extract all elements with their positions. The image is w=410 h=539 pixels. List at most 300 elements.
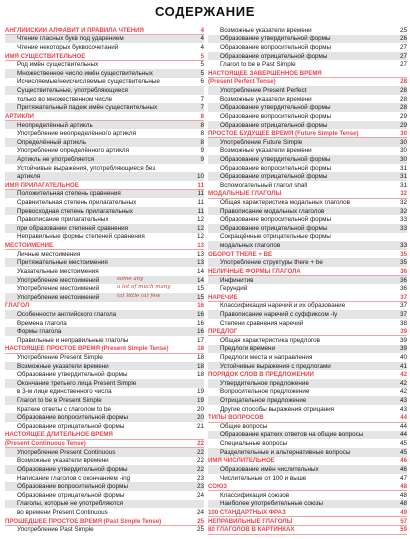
toc-entry[interactable]: [5, 35, 204, 44]
toc-entry-title: Другие способы выражения отрицания: [220, 405, 335, 413]
toc-entry[interactable]: [208, 103, 407, 112]
toc-page-number: 13: [196, 250, 204, 258]
toc-entry[interactable]: [5, 405, 204, 414]
toc-entry-title: Сокращённые отрицательные формы: [220, 233, 331, 241]
toc-entry-title: (Present Continuous Tense): [5, 440, 86, 448]
toc-entry[interactable]: [208, 233, 407, 242]
toc-page-number: 4: [200, 26, 204, 34]
toc-page-number: 48: [399, 500, 407, 508]
toc-entry[interactable]: [208, 86, 407, 95]
toc-page-number: 16: [196, 328, 204, 336]
toc-entry[interactable]: [5, 474, 204, 483]
toc-entry[interactable]: [208, 345, 407, 354]
toc-entry[interactable]: [208, 224, 407, 233]
toc-entry-title: ПРОСТОЕ БУДУЩЕЕ ВРЕМЯ (Future Simple Tense): [208, 130, 359, 138]
toc-page-number: 19: [196, 397, 204, 405]
toc-page-number: 27: [399, 52, 407, 60]
toc-page-number: 28: [400, 78, 407, 86]
toc-entry[interactable]: [208, 147, 407, 156]
toc-page-number: 26: [399, 35, 407, 43]
toc-entry-title: Положительная степень сравнения: [17, 190, 121, 198]
toc-page-number: 18: [197, 345, 204, 353]
toc-page-number: 12: [196, 224, 204, 232]
toc-entry[interactable]: [5, 147, 204, 156]
toc-entry-title: ТИПЫ ВОПРОСОВ: [208, 414, 264, 422]
toc-entry-title: Общая характеристика модальных глаголов: [220, 199, 350, 207]
toc-entry-title: ПОРЯДОК СЛОВ В ПРЕДЛОЖЕНИИ: [208, 371, 314, 379]
toc-entry-title: Общая характеристика предлогов: [220, 336, 320, 344]
toc-entry[interactable]: [208, 448, 407, 457]
toc-page-number: 43: [399, 405, 407, 413]
toc-page-number: 22: [197, 440, 204, 448]
toc-entry-title: НЕПРАВИЛЬНЫЕ ГЛАГОЛЫ: [208, 517, 293, 525]
toc-entry[interactable]: [208, 95, 407, 104]
toc-entry-title: Формы глагола: [17, 328, 62, 336]
toc-entry-title: ИМЯ СУЩЕСТВИТЕЛЬНОЕ: [5, 52, 86, 60]
toc-entry-title: Образование кратких ответов на общие вопросы: [220, 431, 364, 439]
toc-entry-title: АНГЛИЙСКИЙ АЛФАВИТ И ПРАВИЛА ЧТЕНИЯ: [5, 26, 144, 34]
toc-entry[interactable]: [5, 396, 204, 405]
toc-page-number: 8: [200, 138, 204, 146]
toc-entry-title: Образование отрицательной формы: [220, 173, 328, 181]
toc-page-number: 32: [399, 207, 407, 215]
toc-entry-title: Глагол to be в Past Simple: [220, 61, 296, 69]
toc-entry-title: Образование вопросительной формы: [17, 414, 128, 422]
toc-page-number: 18: [196, 371, 204, 379]
toc-entry-title: Образование имён числительных: [220, 465, 319, 473]
toc-entry[interactable]: [5, 482, 204, 491]
toc-page-number: 12: [196, 233, 204, 241]
toc-entry[interactable]: [5, 293, 204, 302]
toc-entry-title: Образование вопросительной формы: [220, 164, 331, 172]
toc-page-number: 5: [200, 61, 204, 69]
toc-entry[interactable]: [208, 491, 407, 500]
toc-entry-title: Вопросительное предложение: [220, 388, 310, 396]
toc-entry-title: Употребление Future Simple: [220, 138, 303, 146]
toc-entry-title: ОБОРОТ THERE + BE: [208, 250, 273, 258]
toc-page-number: 25: [399, 26, 407, 34]
toc-entry-title: Классификация наречий и их образование: [220, 302, 346, 310]
toc-entry-title: Возможные указатели времени: [17, 362, 109, 370]
toc-page-number: 13: [197, 242, 204, 250]
toc-page-number: 11: [197, 207, 204, 215]
toc-entry-title: Личные местоимения: [17, 250, 81, 258]
toc-page-number: 22: [196, 465, 204, 473]
toc-page-number: 13: [196, 259, 204, 267]
toc-entry-title: Образование отрицательной формы: [17, 491, 125, 499]
toc-page-number: 10: [196, 173, 204, 181]
toc-entry-title: Предлоги места и направления: [220, 353, 313, 361]
toc-page-number: 57: [400, 517, 407, 525]
toc-page-number: 36: [399, 276, 407, 284]
toc-entry[interactable]: [5, 258, 204, 267]
toc-entry[interactable]: [5, 353, 204, 362]
toc-entry-title: НЕЛИЧНЫЕ ФОРМЫ ГЛАГОЛА: [208, 267, 301, 275]
toc-entry[interactable]: [5, 413, 204, 422]
toc-entry[interactable]: [5, 525, 204, 534]
toc-page-number: 14: [196, 276, 204, 284]
toc-entry-title: НАСТОЯЩЕЕ ДЛИТЕЛЬНОЕ ВРЕМЯ: [5, 431, 113, 439]
toc-entry-title: НАСТОЯЩЕЕ ПРОСТОЕ ВРЕМЯ (Present Simple Tense): [5, 345, 169, 353]
toc-entry[interactable]: [208, 155, 407, 164]
toc-page-number: 49: [400, 508, 407, 516]
toc-page-number: 29: [399, 121, 407, 129]
toc-entry[interactable]: [5, 362, 204, 371]
toc-entry-title: Особенности английского глагола: [17, 310, 117, 318]
toc-entry-title: Возможные указатели времени: [220, 26, 312, 34]
toc-page-number: 23: [196, 483, 204, 491]
toc-entry[interactable]: [5, 155, 204, 164]
toc-entry-title: Степени сравнения наречий: [220, 319, 304, 327]
toc-entry[interactable]: [208, 500, 407, 509]
toc-entry[interactable]: [208, 112, 407, 121]
toc-entry[interactable]: [5, 379, 204, 388]
toc-page-number: 42: [400, 371, 407, 379]
toc-page-number: 42: [399, 379, 407, 387]
note-annotation: (a) little (a) few: [117, 292, 161, 299]
toc-entry[interactable]: [208, 388, 407, 397]
toc-entry[interactable]: [208, 379, 407, 388]
toc-entry[interactable]: [208, 241, 407, 250]
toc-page-number: 5: [200, 69, 204, 77]
toc-entry[interactable]: [5, 43, 204, 52]
toc-page-number: 19: [196, 388, 204, 396]
toc-entry[interactable]: [5, 310, 204, 319]
toc-page-number: 46: [399, 465, 407, 473]
toc-entry-title: ПРЕДЛОГ: [208, 328, 238, 336]
toc-entry-title: Притяжательные местоимения: [17, 259, 108, 267]
toc-entry-title: ИМЯ ЧИСЛИТЕЛЬНОЕ: [208, 457, 275, 465]
toc-page-number: 11: [197, 190, 204, 198]
toc-page-number: 27: [399, 61, 407, 69]
toc-page-number: 45: [399, 440, 407, 448]
toc-entry[interactable]: [208, 319, 407, 328]
toc-entry[interactable]: [5, 69, 204, 78]
toc-page-number: 20: [196, 405, 204, 413]
toc-entry-title: Употребление Present Simple: [17, 353, 103, 361]
toc-entry[interactable]: [5, 276, 204, 285]
toc-entry[interactable]: [208, 181, 407, 190]
toc-page-number: 17: [196, 336, 204, 344]
toc-entry[interactable]: [208, 465, 407, 474]
toc-entry-title: Инфинитив: [220, 276, 254, 284]
toc-page-number: 22: [196, 448, 204, 456]
toc-entry-title: Образование отрицательной формы: [220, 52, 328, 60]
toc-entry[interactable]: [5, 95, 204, 104]
toc-entry-title: Сравнительная степень прилагательных: [17, 199, 137, 207]
toc-entry-title: Устойчивые выражения с предлогами: [220, 362, 331, 370]
toc-entry[interactable]: [208, 431, 407, 440]
toc-entry-title: Притяжательный падеж имён существительных: [17, 104, 158, 112]
toc-entry[interactable]: [5, 422, 204, 431]
toc-page-number: 35: [399, 259, 407, 267]
toc-page-number: 11: [197, 181, 204, 189]
toc-entry[interactable]: [208, 276, 407, 285]
toc-entry-title: Употребление Past Simple: [17, 526, 94, 534]
toc-page-number: 30: [399, 147, 407, 155]
toc-entry[interactable]: [5, 500, 204, 509]
toc-entry-title: Неправильные формы степеней сравнения: [17, 233, 145, 241]
toc-page-number: 14: [196, 267, 204, 275]
toc-page-number: 15: [196, 293, 204, 301]
toc-entry-title: Предлоги времени: [220, 345, 276, 353]
toc-entry[interactable]: [5, 508, 204, 517]
toc-entry[interactable]: [208, 439, 407, 448]
toc-entry-title: Употребление Present Continuous: [17, 448, 116, 456]
toc-entry-title: модальных глаголов: [220, 242, 281, 250]
toc-page-number: 37: [399, 310, 407, 318]
page-title: СОДЕРЖАНИЕ: [155, 4, 255, 19]
toc-entry-title: Возможные указатели времени: [220, 147, 312, 155]
toc-page-number: 44: [399, 431, 407, 439]
toc-entry-title: Множественное число имён существительных: [17, 69, 153, 77]
toc-entry-title: Превосходная степень прилагательных: [17, 207, 133, 215]
toc-entry-title: Употребление местоимений: [17, 276, 100, 284]
toc-page-number: 24: [196, 508, 204, 516]
toc-page-number: 31: [399, 173, 407, 181]
toc-entry-title: Образование отрицательной формы: [220, 224, 328, 232]
toc-page-number: 20: [196, 414, 204, 422]
note-annotation: a lot of much many: [117, 284, 171, 291]
toc-entry[interactable]: [208, 207, 407, 216]
toc-entry-title: Возможные указатели времени: [220, 95, 312, 103]
toc-page-number: 31: [399, 181, 407, 189]
toc-entry-title: Употребление местоимений: [17, 285, 100, 293]
toc-entry-title: Устойчивые выражения, употребляющиеся без: [17, 164, 156, 172]
toc-page-number: 33: [399, 242, 407, 250]
toc-entry-title: ИМЯ ПРИЛАГАТЕЛЬНОЕ: [5, 181, 79, 189]
toc-page-number: 38: [399, 319, 407, 327]
toc-entry-title: Правильные и неправильные глаголы: [17, 336, 129, 344]
toc-entry[interactable]: [5, 457, 204, 466]
toc-page-number: 11: [197, 199, 204, 207]
toc-page-number: 18: [196, 362, 204, 370]
toc-entry-title: Специальные вопросы: [220, 440, 288, 448]
toc-page-number: 41: [399, 362, 407, 370]
toc-page-number: 16: [196, 310, 204, 318]
toc-entry-title: Правописание модальных глаголов: [220, 207, 325, 215]
note-annotation: some any: [117, 275, 144, 282]
toc-entry-title: в 3-м лице единственного числа: [17, 388, 112, 396]
toc-entry[interactable]: [5, 224, 204, 233]
toc-entry[interactable]: [5, 198, 204, 207]
toc-entry-title: Правописание прилагательных: [17, 216, 109, 224]
toc-entry-title: Употребление структуры there + be: [220, 259, 323, 267]
toc-entry[interactable]: [208, 121, 407, 130]
toc-entry-title: Употребление неопределённого артикля: [17, 130, 136, 138]
toc-entry[interactable]: [208, 405, 407, 414]
toc-entry[interactable]: [208, 35, 407, 44]
toc-entry-title: Краткие ответы с глаголом to be: [17, 405, 112, 413]
toc-page-number: 44: [399, 422, 407, 430]
toc-page-number: 48: [400, 483, 407, 491]
toc-page-number: 43: [399, 397, 407, 405]
toc-entry[interactable]: [208, 353, 407, 362]
toc-entry[interactable]: [5, 370, 204, 379]
toc-entry[interactable]: [208, 52, 407, 61]
toc-entry-title: Образование вопросительной формы: [220, 44, 331, 52]
toc-page-number: 9: [200, 147, 204, 155]
toc-page-number: 22: [196, 457, 204, 465]
toc-page-number: 4: [200, 44, 204, 52]
toc-entry[interactable]: [208, 302, 407, 311]
toc-entry[interactable]: [208, 164, 407, 173]
toc-entry-title: Образование утвердительной формы: [220, 155, 331, 163]
toc-entry-title: Существительные, употребляющиеся: [17, 87, 128, 95]
toc-page-number: 8: [200, 121, 204, 129]
toc-entry[interactable]: [5, 78, 204, 87]
toc-page-number: 33: [399, 224, 407, 232]
toc-entry-title: Образование утвердительной формы: [17, 371, 128, 379]
toc-entry-title: (Present Perfect Tense): [208, 78, 276, 86]
toc-entry[interactable]: [5, 448, 204, 457]
toc-page-number: 29: [399, 112, 407, 120]
toc-entry-title: Образование утвердительной формы: [17, 465, 128, 473]
toc-entry-title: Образование утвердительной формы: [220, 104, 331, 112]
toc-entry-title: Утвердительное предложение: [220, 379, 309, 387]
toc-entry[interactable]: [208, 258, 407, 267]
toc-entry-title: СОЮЗ: [208, 483, 228, 491]
toc-entry-title: Образование вопросительной формы: [220, 216, 331, 224]
toc-page-number: 6: [200, 78, 204, 86]
toc-entry[interactable]: [5, 172, 204, 181]
toc-entry[interactable]: [208, 138, 407, 147]
toc-entry-title: Возможные указатели времени: [17, 457, 109, 465]
toc-entry-title: Употребление определённого артикля: [17, 147, 130, 155]
toc-entry-title: Отрицательное предложение: [220, 397, 307, 405]
toc-page-number: 30: [399, 155, 407, 163]
toc-entry[interactable]: [5, 336, 204, 345]
toc-page-number: 30: [399, 138, 407, 146]
toc-entry-title: Числительные от 100 и выше: [220, 474, 307, 482]
toc-entry[interactable]: [5, 60, 204, 69]
toc-entry-title: во времени Present Continuous: [17, 508, 108, 516]
toc-page-number: 16: [196, 319, 204, 327]
toc-entry-title: Род имён существительных: [17, 61, 99, 69]
toc-page-number: 24: [196, 491, 204, 499]
toc-entry[interactable]: [208, 474, 407, 483]
toc-page-number: 37: [399, 302, 407, 310]
toc-entry-title: Герундий: [220, 285, 248, 293]
toc-entry[interactable]: [208, 362, 407, 371]
toc-entry[interactable]: [208, 396, 407, 405]
toc-entry[interactable]: [208, 26, 407, 35]
toc-page-number: 18: [196, 353, 204, 361]
toc-page-number: 45: [399, 448, 407, 456]
toc-page-number: 23: [196, 474, 204, 482]
toc-entry-title: Образование вопросительной формы: [220, 112, 331, 120]
toc-entry-title: МЕСТОИМЕНИЕ: [5, 242, 54, 250]
toc-page-number: 40: [399, 353, 407, 361]
toc-entry[interactable]: [5, 327, 204, 336]
toc-entry-title: Указательные местоимения: [17, 267, 99, 275]
toc-entry[interactable]: [208, 198, 407, 207]
toc-entry[interactable]: [208, 215, 407, 224]
toc-entry[interactable]: [208, 422, 407, 431]
toc-entry[interactable]: [5, 138, 204, 147]
toc-entry[interactable]: [208, 43, 407, 52]
toc-page-number: 30: [400, 130, 407, 138]
toc-entry[interactable]: [5, 388, 204, 397]
toc-page-number: 32: [400, 190, 407, 198]
toc-entry[interactable]: [5, 267, 204, 276]
toc-entry[interactable]: [5, 233, 204, 242]
toc-entry-title: 80 ГЛАГОЛОВ В КАРТИНКАХ: [208, 526, 295, 534]
toc-entry-title: Определённый артикль: [17, 138, 87, 146]
toc-entry-title: АРТИКЛИ: [5, 112, 34, 120]
toc-page-number: 25: [197, 517, 204, 525]
toc-entry-title: Вспомогательный глагол shall: [220, 181, 308, 189]
toc-entry[interactable]: [5, 121, 204, 130]
toc-entry[interactable]: [5, 250, 204, 259]
toc-entry[interactable]: [5, 215, 204, 224]
toc-page-number: 39: [399, 336, 407, 344]
toc-entry-title: Образование отрицательной формы: [220, 121, 328, 129]
toc-column-right: [208, 26, 407, 536]
toc-entry-title: Глаголы, которые не употребляются: [17, 500, 124, 508]
toc-entry-title: артикля: [17, 173, 41, 181]
toc-entry[interactable]: [5, 164, 204, 173]
toc-page-number: 47: [399, 474, 407, 482]
toc-page-number: 25: [196, 526, 204, 534]
toc-entry[interactable]: [208, 60, 407, 69]
toc-page-number: 12: [196, 216, 204, 224]
toc-entry-title: НАСТОЯЩЕЕ ЗАВЕРШЁННОЕ ВРЕМЯ: [208, 69, 322, 77]
toc-entry-title: Артикль не употребляется: [17, 155, 95, 163]
toc-page-number: 31: [399, 164, 407, 172]
toc-entry-title: Правописание наречий с суффиксом -ly: [220, 310, 338, 318]
toc-entry-title: Глагол to be в Present Simple: [17, 397, 102, 405]
toc-entry-title: Разделительные и альтернативные вопросы: [220, 448, 351, 456]
toc-page-number: 7: [200, 95, 204, 103]
toc-entry-title: при образовании степеней сравнения: [17, 224, 129, 232]
toc-page-number: 8: [200, 112, 204, 120]
toc-entry[interactable]: [5, 491, 204, 500]
toc-entry[interactable]: [5, 129, 204, 138]
toc-page-number: 42: [399, 388, 407, 396]
toc-page-number: 36: [399, 285, 407, 293]
toc-entry[interactable]: [5, 86, 204, 95]
toc-entry[interactable]: [5, 103, 204, 112]
toc-entry-title: Образование отрицательной формы: [17, 422, 125, 430]
toc-entry[interactable]: [5, 319, 204, 328]
toc-entry[interactable]: [208, 172, 407, 181]
toc-entry-title: Чтение некоторых буквосочетаний: [17, 44, 119, 52]
toc-entry-title: Времена глагола: [17, 319, 67, 327]
toc-page-number: 44: [400, 414, 407, 422]
toc-page-number: 5: [200, 52, 204, 60]
toc-entry-title: Написание глаголов с окончанием -ing: [17, 474, 131, 482]
toc-page-number: 4: [200, 35, 204, 43]
toc-entry[interactable]: [208, 336, 407, 345]
toc-entry[interactable]: [5, 190, 204, 199]
toc-entry[interactable]: [5, 465, 204, 474]
toc-entry-title: Образование вопросительной формы: [17, 483, 128, 491]
toc-entry[interactable]: [5, 284, 204, 293]
toc-entry-title: Употребление Present Perfect: [220, 87, 307, 95]
toc-entry[interactable]: [208, 310, 407, 319]
toc-entry-title: Образование утвердительной формы: [220, 35, 331, 43]
toc-page-number: 7: [200, 104, 204, 112]
toc-page-number: 39: [400, 328, 407, 336]
toc-entry-title: НАРЕЧИЕ: [208, 293, 238, 301]
toc-entry[interactable]: [208, 284, 407, 293]
toc-entry[interactable]: [5, 207, 204, 216]
toc-entry-title: Наиболее употребительные союзы: [220, 500, 324, 508]
toc-page-number: 27: [399, 44, 407, 52]
toc-entry-title: Окончание третьего лица Present Simple: [17, 379, 137, 387]
toc-page-number: 35: [400, 250, 407, 258]
